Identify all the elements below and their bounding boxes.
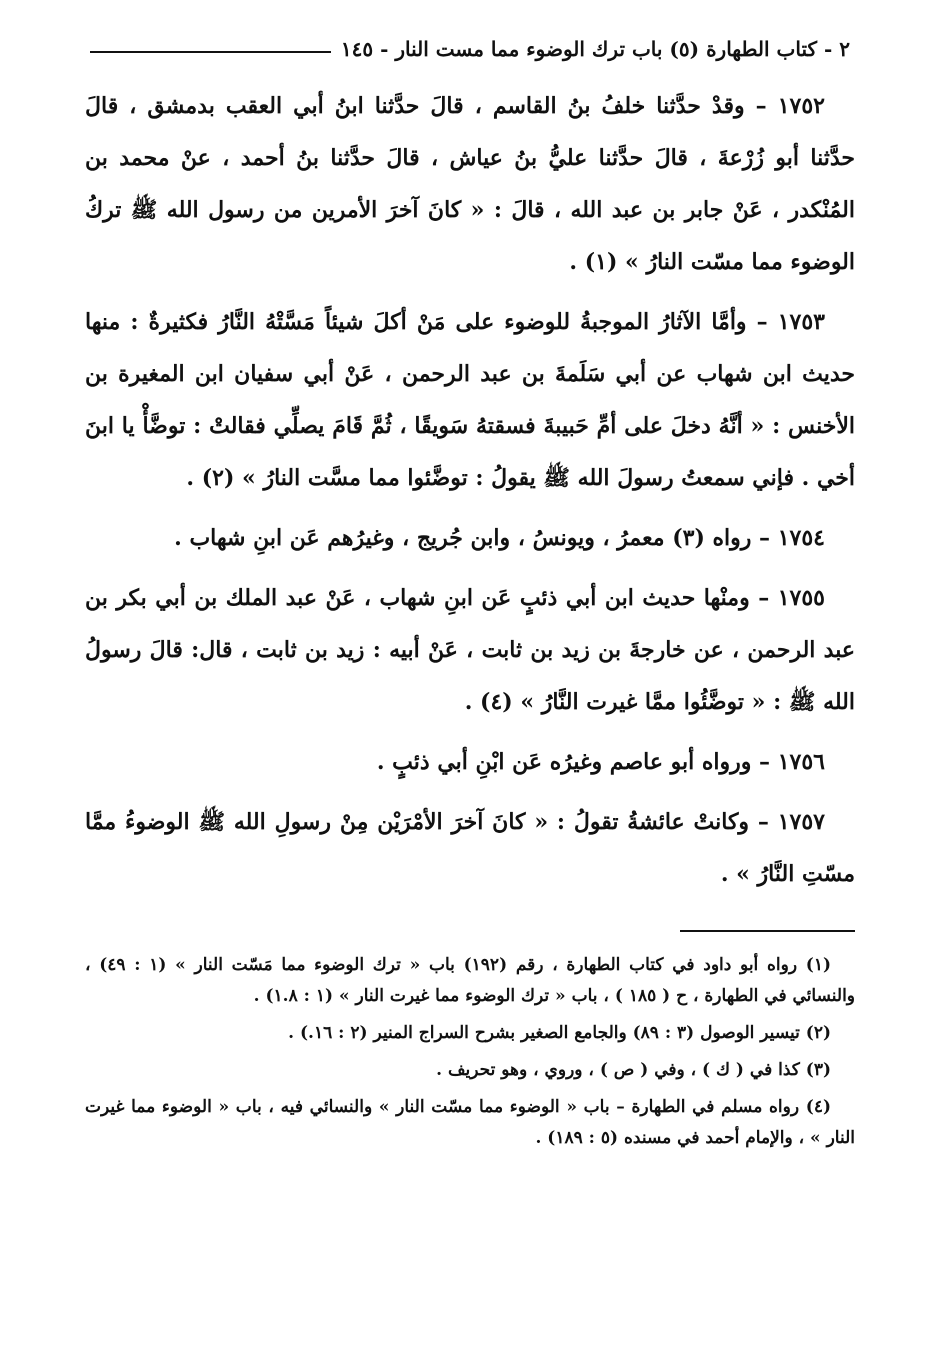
paragraph-number: ١٧٥٣	[777, 309, 825, 335]
paragraph-number: ١٧٥٢	[777, 93, 825, 119]
paragraph-1752	[85, 80, 855, 288]
footnote-text: (٢) تيسير الوصول (٣ : ٨٩) والجامع الصغير بشرح السراج المنير (٢ : ١٦.) .	[288, 1023, 831, 1043]
paragraph-text: – ومنْها حديث ابن أبي ذئبٍ عَن ابنِ شهاب ، عَنْ عبد الملك بن أبي بكر بن عبد الرحمن ، عن خارجةَ بن زيد بن ثابت ، عَنْ أبيه : زيد بن ثابت ، قال: قالَ رسولُ الله ﷺ : « توضَّئُوا ممَّا غيرت النَّارُ » (٤) .	[85, 585, 855, 715]
footnote-3	[85, 1055, 855, 1086]
paragraph-1756	[85, 736, 855, 788]
footnote-1	[85, 950, 855, 1012]
paragraph-number: ١٧٥٤	[777, 525, 825, 551]
footnotes	[85, 950, 855, 1160]
paragraph-1757	[85, 796, 855, 900]
paragraph-text: – وكانتْ عائشةُ تقولُ : « كانَ آخرَ الأمْرَيْن مِنْ رسولِ الله ﷺ الوضوءُ ممَّا مسّتِ النَّارُ » .	[85, 809, 855, 887]
footnote-2	[85, 1018, 855, 1049]
footnote-text: (٣) كذا في ( ك ) ، وفي ( ص ) ، وروي ، وهو تحريف .	[436, 1060, 831, 1080]
footnote-text: (٤) رواه مسلم في الطهارة – باب « الوضوء مما مسّت النار » والنسائي فيه ، باب « الوضوء مما غيرت النار » ، والإمام أحمد في مسنده (٥ : ١٨٩) .	[85, 1097, 855, 1148]
paragraph-1753	[85, 296, 855, 504]
running-header	[90, 32, 850, 66]
footnote-4	[85, 1092, 855, 1154]
header-rule	[90, 51, 331, 53]
paragraph-number: ١٧٥٧	[777, 809, 825, 835]
footnote-text: (١) رواه أبو داود في كتاب الطهارة ، رقم (١٩٢) باب « ترك الوضوء مما مَسّت النار » (١ : ٤٩) ، والنسائي في الطهارة ، ح ( ١٨٥ ) ، باب « ترك الوضوء مما غيرت النار » (١ : ١.٨) .	[85, 955, 855, 1006]
paragraph-number: ١٧٥٥	[777, 585, 825, 611]
paragraph-1755	[85, 572, 855, 728]
paragraph-1754	[85, 512, 855, 564]
paragraph-text: – ورواه أبو عاصم وغيرُه عَن ابْنِ أبي ذئبٍ .	[376, 749, 771, 775]
paragraph-text: – رواه (٣) معمرُ ، ويونسُ ، وابن جُريج ، وغيرُهم عَن ابنِ شهاب .	[174, 525, 771, 551]
header-title: ٢ - كتاب الطهارة (٥) باب ترك الوضوء مما مست النار - ١٤٥	[340, 37, 850, 61]
paragraph-text: – وقدْ حدَّثنا خلفُ بنُ القاسم ، قالَ حدَّثنا ابنُ أبي العقب بدمشق ، قالَ حدَّثنا أبو زُرْعةَ ، قالَ حدَّثنا عليُّ بنُ عياش ، قالَ حدَّثنا بنُ أحمد ، عنْ محمد بن المُنْكدر ، عَنْ جابر بن عبد الله ، قالَ : « كانَ آخرَ الأمرين من رسول الله ﷺ تركُ الوضوء مما مسّت النارُ » (١) .	[85, 93, 855, 275]
main-text	[85, 80, 855, 908]
paragraph-text: – وأمَّا الآثارُ الموجبةُ للوضوء على مَنْ أكلَ شيئاً مَسَّتْهُ النَّارُ فكثيرةٌ : منها حديث ابن شهاب عن أبي سَلَمةَ بن عبد الرحمن ، عَنْ أبي سفيان ابن المغيرة بن الأخنس : « أنَّهُ دخلَ على أمِّ حَبيبةَ فسقتهُ سَويقًا ، ثُمَّ قَامَ يصلِّي فقالتْ : توضَّأْ يا ابنَ أخي . فإني سمعتُ رسولَ الله ﷺ يقولُ : توضَّئوا مما مسَّت النارُ » (٢) .	[85, 309, 855, 491]
paragraph-number: ١٧٥٦	[777, 749, 825, 775]
footnote-separator	[680, 930, 855, 932]
